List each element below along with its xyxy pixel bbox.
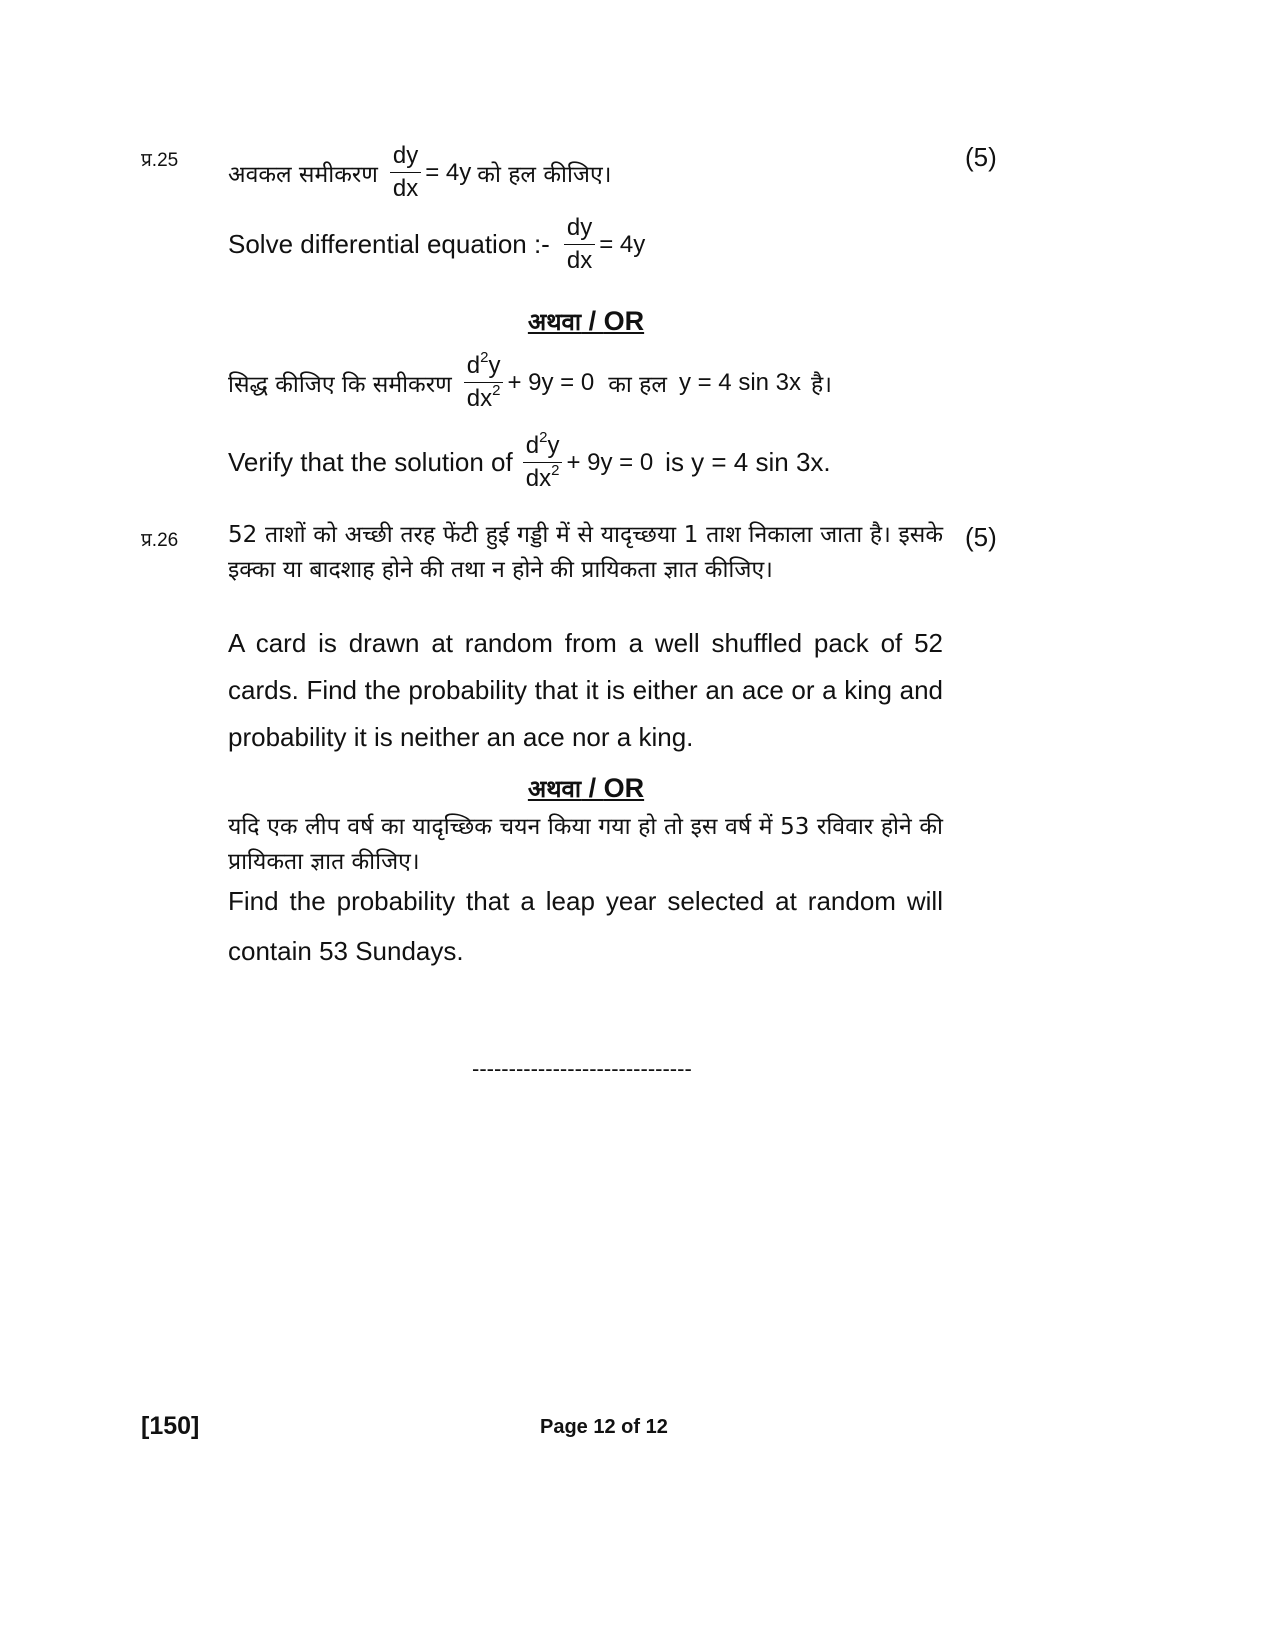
q25-alt-english-line [228, 429, 831, 493]
y-symbol: y [488, 352, 501, 379]
q25-alt-english-suffix: is y = 4 sin 3x. [665, 447, 831, 477]
q25-alt-hindi-fraction [464, 349, 504, 413]
q25-or-heading [426, 305, 746, 338]
or-english: OR [603, 306, 645, 336]
fraction-numerator: dy [564, 214, 595, 245]
q25-hindi-rhs: = 4y [425, 158, 472, 186]
q25-alt-english-fraction [523, 429, 563, 493]
q25-hindi-prefix: अवकल समीकरण [228, 161, 378, 188]
q25-number: प्र.25 [141, 150, 179, 171]
q26-alt-hindi-text: यदि एक लीप वर्ष का यादृच्छिक चयन किया गया हो तो इस वर्ष में 53 रविवार होने की प्रायिकता ज्ञात कीजिए। [228, 814, 943, 875]
fraction-denominator: dx [392, 175, 419, 202]
q25-english-prefix: Solve differential equation :- [228, 229, 550, 259]
end-separator: ------------------------------ [472, 1056, 692, 1081]
or-slash: / [581, 773, 604, 803]
q25-alt-hindi-end: है। [811, 371, 832, 398]
d-symbol: d [525, 432, 540, 459]
fraction-numerator [523, 429, 563, 463]
fraction-denominator [523, 463, 563, 493]
q25-english-fraction [564, 214, 595, 275]
y-symbol: y [547, 432, 560, 459]
d-symbol: d [466, 352, 481, 379]
q25-alt-english-prefix: Verify that the solution of [228, 447, 513, 477]
q25-alt-english-rhs: + 9y = 0 [566, 448, 654, 476]
or-hindi: अथवा [527, 775, 582, 803]
dx-symbol: dx [466, 385, 493, 412]
q26-alt-english-text: Find the probability that a leap year selected at random will contain 53 Sundays. [228, 886, 943, 966]
q25-alt-hindi-prefix: सिद्ध कीजिए कि समीकरण [228, 371, 452, 398]
q26-hindi-text: 52 ताशों को अच्छी तरह फेंटी हुई गड्डी में से यादृच्छया 1 ताश निकाला जाता है। इसके इक्का या बादशाह होने की तथा न होने की प्रायिकता ज्ञात कीजिए। [228, 522, 943, 583]
superscript: 2 [480, 349, 489, 366]
q25-english-rhs: = 4y [599, 230, 646, 258]
superscript: 2 [551, 462, 560, 479]
q25-hindi-suffix: को हल कीजिए। [477, 161, 612, 188]
or-english: OR [603, 773, 645, 803]
page-number: Page 12 of 12 [540, 1416, 668, 1438]
q25-english-line [228, 214, 645, 275]
q26-number: प्र.26 [141, 530, 179, 551]
q26-marks: (5) [965, 522, 997, 552]
q25-hindi-fraction [390, 142, 421, 203]
dx-symbol: dx [525, 465, 552, 492]
q25-alt-hindi-mid: का हल [608, 371, 667, 398]
q26-or-heading [426, 772, 746, 805]
superscript: 2 [492, 382, 501, 399]
or-hindi: अथवा [527, 308, 582, 336]
fraction-numerator: dy [390, 142, 421, 173]
q25-alt-hindi-line [228, 349, 832, 413]
q25-alt-hindi-rhs: + 9y = 0 [507, 368, 595, 396]
q26-english-text: A card is drawn at random from a well shuffled pack of 52 cards. Find the probability that it is either an ace or a king and probability it is neither an ace nor a king. [228, 628, 943, 752]
fraction-numerator [464, 349, 504, 383]
paper-code: [150] [141, 1412, 200, 1440]
q25-marks: (5) [965, 142, 997, 172]
superscript: 2 [539, 429, 548, 446]
fraction-denominator [464, 383, 504, 413]
q25-hindi-line [228, 142, 611, 203]
fraction-denominator: dx [566, 247, 593, 274]
or-slash: / [581, 306, 604, 336]
q25-alt-hindi-solution: y = 4 sin 3x [678, 368, 802, 396]
